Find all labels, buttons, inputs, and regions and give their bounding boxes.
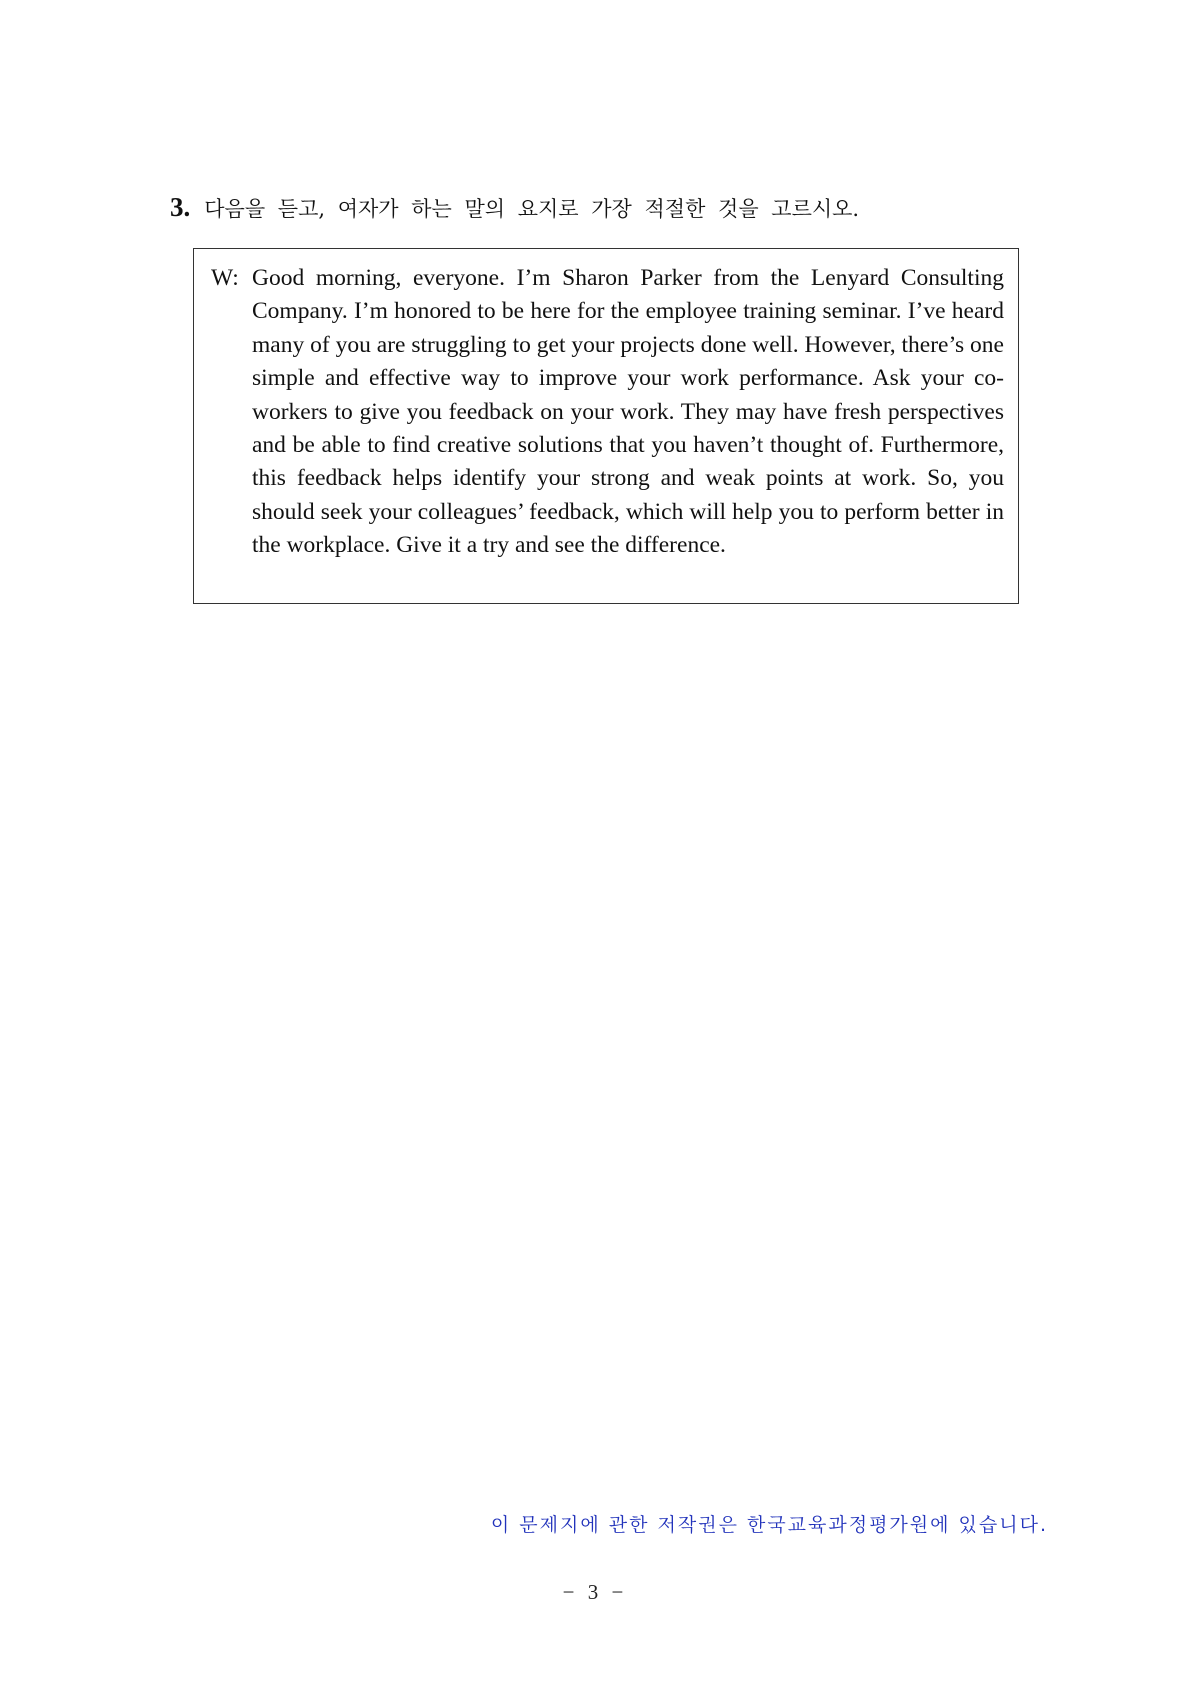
question-number: 3. xyxy=(170,192,191,222)
question-prompt: 다음을 듣고, 여자가 하는 말의 요지로 가장 적절한 것을 고르시오. xyxy=(204,197,860,221)
script-text: Good morning, everyone. I’m Sharon Parker from the Lenyard Consulting Company. I’m honored to be here for the employee training seminar. I’ve heard many of you are struggling to get your projects done well. However, there’s one simple and effective way to improve your work performance. Ask your co-workers to give you feedback on your work. They may have fresh perspectives and be able to find creative solutions that you haven’t thought of. Furthermore, this feedback helps identify your strong and weak points at work. So, you should seek your colleagues’ feedback, which will help you to perform better in the workplace. Give it a try and see the difference. xyxy=(252,265,1004,559)
speaker-label: W: xyxy=(211,265,239,291)
question-header xyxy=(170,192,1070,223)
copyright-notice: 이 문제지에 관한 저작권은 한국교육과정평가원에 있습니다. xyxy=(490,1514,1048,1536)
listening-script-box xyxy=(193,248,1019,604)
page-number: − 3 − xyxy=(562,1580,628,1604)
